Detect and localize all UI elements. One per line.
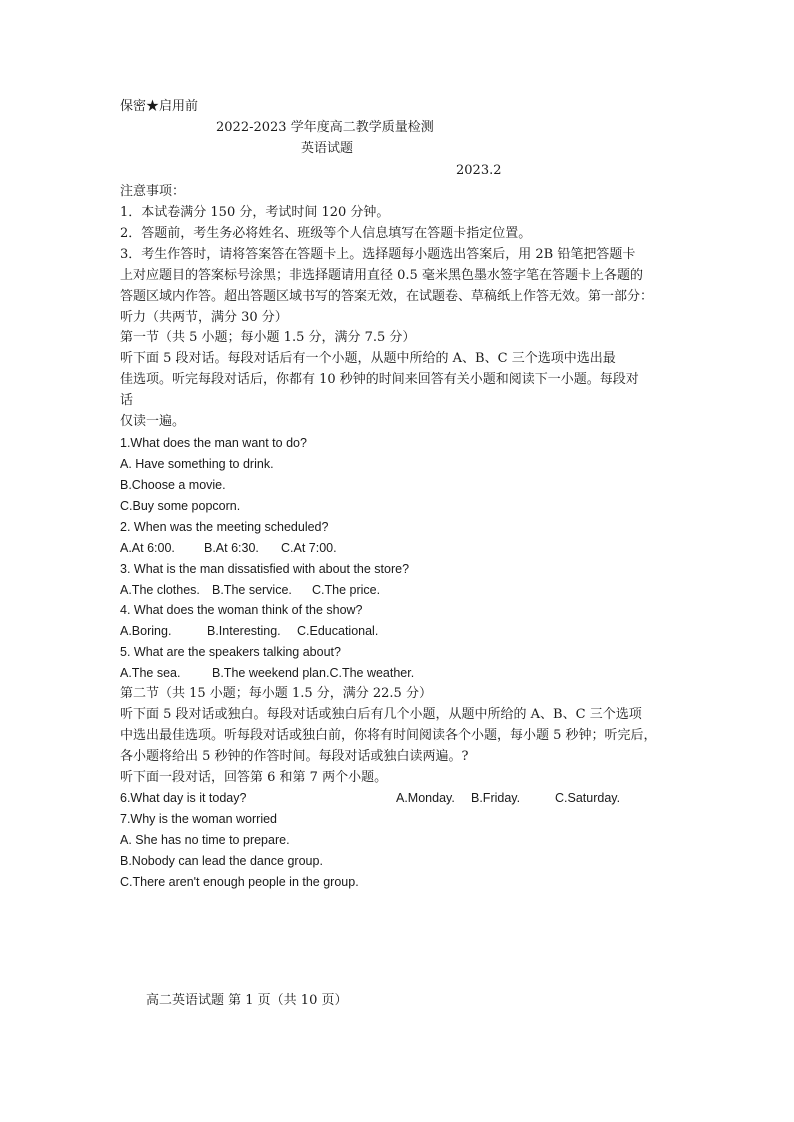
question-4-option-c: C.Educational. bbox=[297, 624, 379, 638]
exam-title: 2022-2023 学年度高二教学质量检测 bbox=[216, 120, 434, 135]
question-7-option-a: A. She has no time to prepare. bbox=[120, 833, 290, 847]
question-3-stem: 3. What is the man dissatisfied with about the store? bbox=[120, 562, 410, 576]
notes-item-2: 2．答题前，考生务必将姓名、班级等个人信息填写在答题卡指定位置。 bbox=[120, 226, 532, 241]
question-2-option-b: B.At 6:30. bbox=[204, 541, 259, 555]
question-7-option-c: C.There aren't enough people in the group. bbox=[120, 875, 359, 889]
question-3-option-c: C.The price. bbox=[312, 583, 381, 597]
question-6-stem: 6.What day is it today? bbox=[120, 791, 247, 805]
section-1-instr-line-3: 话 bbox=[120, 393, 134, 408]
notes-item-3-line-1: 3．考生作答时，请将答案答在答题卡上。选择题每小题选出答案后，用 2B 铅笔把答题卡 bbox=[120, 247, 636, 262]
notes-item-3-line-3: 答题区域内作答。超出答题区域书写的答案无效，在试题卷、草稿纸上作答无效。第一部分： bbox=[120, 289, 654, 304]
question-5-option-bc: B.The weekend plan.C.The weather. bbox=[212, 666, 415, 680]
question-3-option-b: B.The service. bbox=[212, 583, 292, 597]
section-2-instr-line-2: 中选出最佳选项。听每段对话或独白前，你将有时间阅读各个小题，每小题 5 秒钟；听完后， bbox=[120, 728, 657, 743]
question-4-option-b: B.Interesting. bbox=[207, 624, 281, 638]
section-1-instr-line-4: 仅读一遍。 bbox=[120, 414, 186, 429]
question-1-option-b: B.Choose a movie. bbox=[120, 478, 226, 492]
question-4-option-a: A.Boring. bbox=[120, 624, 172, 638]
question-6-option-c: C.Saturday. bbox=[555, 791, 621, 805]
question-6-option-b: B.Friday. bbox=[471, 791, 521, 805]
question-6-option-a: A.Monday. bbox=[396, 791, 455, 805]
question-1-option-c: C.Buy some popcorn. bbox=[120, 499, 241, 513]
question-5-option-a: A.The sea. bbox=[120, 666, 181, 680]
section-2-instr-line-3: 各小题将给出 5 秒钟的作答时间。每段对话或独白读两遍。? bbox=[120, 749, 469, 764]
question-2-option-c: C.At 7:00. bbox=[281, 541, 337, 555]
question-2-stem: 2. When was the meeting scheduled? bbox=[120, 520, 329, 534]
page-footer: 高二英语试题 第 1 页（共 10 页） bbox=[146, 993, 348, 1008]
question-1-stem: 1.What does the man want to do? bbox=[120, 436, 307, 450]
subject-title: 英语试题 bbox=[301, 141, 354, 156]
section-2-heading: 第二节（共 15 小题；每小题 1.5 分，满分 22.5 分） bbox=[120, 686, 432, 701]
question-3-option-a: A.The clothes. bbox=[120, 583, 200, 597]
section-2-instr-line-4: 听下面一段对话，回答第 6 和第 7 两个小题。 bbox=[120, 770, 388, 785]
notes-item-3-line-4: 听力（共两节，满分 30 分） bbox=[120, 310, 288, 325]
question-5-stem: 5. What are the speakers talking about? bbox=[120, 645, 341, 659]
question-2-option-a: A.At 6:00. bbox=[120, 541, 175, 555]
notes-heading: 注意事项： bbox=[120, 184, 186, 199]
question-4-stem: 4. What does the woman think of the show? bbox=[120, 603, 363, 617]
section-2-instr-line-1: 听下面 5 段对话或独白。每段对话或独白后有几个小题，从题中所给的 A、B、C 三个选项 bbox=[120, 707, 642, 722]
question-1-option-a: A. Have something to drink. bbox=[120, 457, 274, 471]
section-1-heading: 第一节（共 5 小题；每小题 1.5 分，满分 7.5 分） bbox=[120, 330, 416, 345]
section-1-instr-line-2: 佳选项。听完每段对话后，你都有 10 秒钟的时间来回答有关小题和阅读下一小题。每段对 bbox=[120, 372, 639, 387]
question-7-stem: 7.Why is the woman worried bbox=[120, 812, 278, 826]
exam-date: 2023.2 bbox=[456, 163, 502, 178]
question-7-option-b: B.Nobody can lead the dance group. bbox=[120, 854, 323, 868]
section-1-instr-line-1: 听下面 5 段对话。每段对话后有一个小题，从题中所给的 A、B、C 三个选项中选出最 bbox=[120, 351, 616, 366]
secret-mark: 保密★启用前 bbox=[120, 99, 199, 114]
notes-item-1: 1．本试卷满分 150 分，考试时间 120 分钟。 bbox=[120, 205, 390, 220]
notes-item-3-line-2: 上对应题目的答案标号涂黑；非选择题请用直径 0.5 毫米黑色墨水签字笔在答题卡上各题的 bbox=[120, 268, 643, 283]
